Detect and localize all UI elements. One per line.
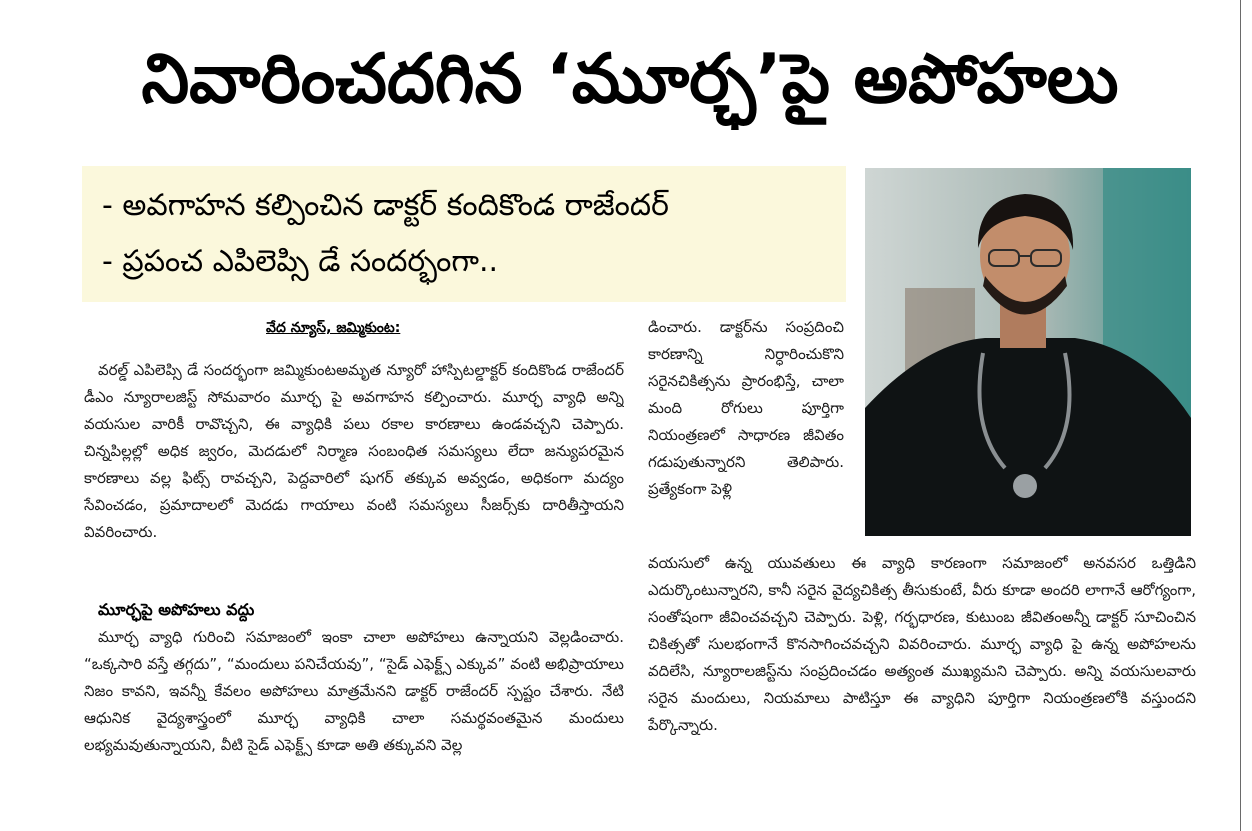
sub-heading-1: - అవగాహన కల్పించిన డాక్టర్ కందికొండ రాజేందర్ <box>102 188 669 223</box>
doctor-portrait-image <box>865 168 1191 536</box>
article-paragraph-3: డించారు. డాక్టర్‌ను సంప్రదించి కారణాన్ని నిర్ధారించుకొని సరైనచికిత్సను ప్రారంభిస్తే, చాలా మంది రోగులు పూర్తిగా నియంత్రణలో సాధారణ జీవితం గడుపుతున్నారని తెలిపారు. ప్రత్యేకంగా పెళ్లి <box>648 318 844 498</box>
sub-headings-box <box>82 166 846 302</box>
sub-heading-2: - ప్రపంచ ఎపిలెప్సి డే సందర్భంగా.. <box>102 244 499 279</box>
article-paragraph-1: వరల్డ్ ఎపిలెప్సి డే సందర్భంగా జమ్మికుంటఅమృత న్యూరో హాస్పిటల్డాక్టర్ కందికొండ రాజేందర్ డీఎం న్యూరాలజిస్ట్ సోమవారం మూర్ఛ పై అవగాహన కల్పించారు. మూర్ఛ వ్యాధి అన్ని వయసుల వారికీ రావొచ్చని, ఈ వ్యాధికి పలు రకాల కారణాలు ఉండవచ్చని చెప్పారు. చిన్నపిల్లల్లో అధిక జ్వరం, మెదడులో నిర్మాణ సంబంధిత సమస్యలు లేదా జన్యుపరమైన కారణాలు వల్ల ఫిట్స్ రావచ్చని, పెద్దవారిలో షుగర్ తక్కువ అవ్వడం, అధికంగా మద్యం సేవించడం, ప్రమాదాలలో మెదడు గాయాలు వంటి సమస్యలు సీజర్స్‌కు దారితీస్తాయని వివరించారు. <box>84 361 624 541</box>
article-paragraph-4: వయసులో ఉన్న యువతులు ఈ వ్యాధి కారణంగా సమాజంలో అనవసర ఒత్తిడిని ఎదుర్కొంటున్నారని, కానీ సరైన వైద్యచికిత్స తీసుకుంటే, వీరు కూడా అందరి లాగానే ఆరోగ్యంగా, సంతోషంగా జీవించవచ్చని చెప్పారు. పెళ్లి, గర్భధారణ, కుటుంబ జీవితంఅన్నీ డాక్టర్ సూచించిన చికిత్సతో సులభంగానే కొనసాగించవచ్చని వివరించారు. మూర్ఛ వ్యాధి పై ఉన్న అపోహలను వదిలేసి, న్యూరాలజిస్ట్‌ను సంప్రదించడం అత్యంత ముఖ్యమని చెప్పారు. అన్ని వయసులవారు సరైన మందులు, నియమాలు పాటిస్తూ ఈ వ్యాధిని పూర్తిగా నియంత్రణలోకి వస్తుందని పేర్కొన్నారు. <box>648 554 1196 734</box>
doctor-photo <box>865 168 1191 536</box>
dateline: వేద న్యూస్, జమ్మికుంట: <box>266 320 401 336</box>
page-border <box>1240 0 1241 831</box>
article-paragraph-2: మూర్ఛ వ్యాధి గురించి సమాజంలో ఇంకా చాలా అపోహలు ఉన్నాయని వెల్లడించారు. “ఒక్కసారి వస్తే తగ్గదు”, “మందులు పనిచేయవు”, “సైడ్ ఎఫెక్ట్స్ ఎక్కువ” వంటి అభిప్రాయాలు నిజం కావని, ఇవన్నీ కేవలం అపోహలు మాత్రమేనని డాక్టర్ రాజేందర్ స్పష్టం చేశారు. నేటి ఆధునిక వైద్యశాస్త్రంలో మూర్ఛ వ్యాధికి చాలా సమర్థవంతమైన మందులు లభ్యమవుతున్నాయని, వీటి సైడ్ ఎఫెక్ట్స్ కూడా అతి తక్కువని వెల్ల <box>84 628 624 754</box>
headline: నివారించదగిన ‘మూర్ఛ’పై అపోహలు <box>141 40 1119 119</box>
article-subheading: మూర్ఛపై అపోహలు వద్దు <box>98 600 255 619</box>
